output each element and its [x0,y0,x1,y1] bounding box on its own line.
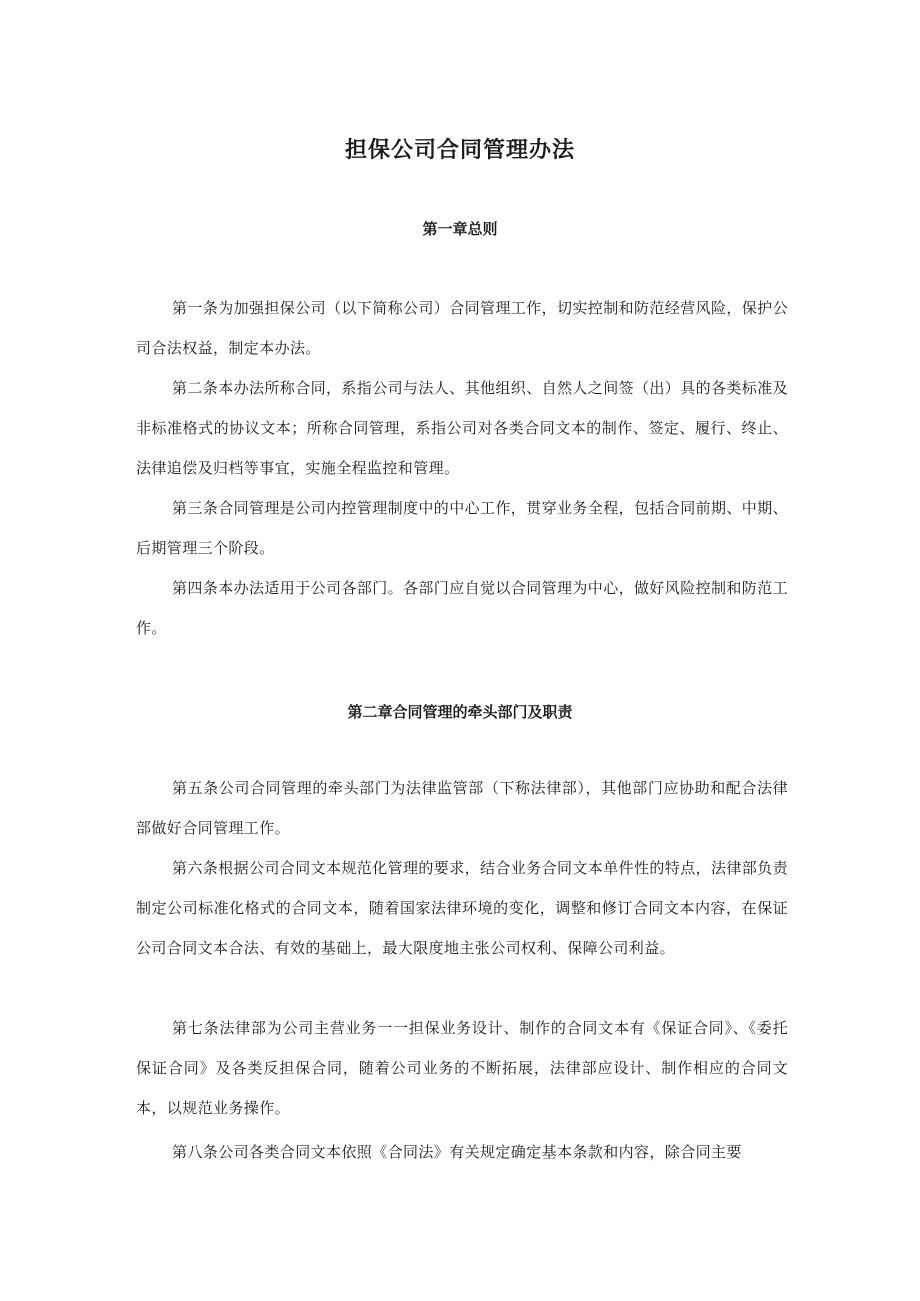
article-paragraph: 第一条为加强担保公司（以下简称公司）合同管理工作，切实控制和防范经营风险，保护公司合法权益，制定本办法。 [136,299,789,357]
article-paragraph: 第八条公司各类合同文本依照《合同法》有关规定确定基本条款和内容，除合同主要 [172,1143,742,1161]
article-paragraph: 第二条本办法所称合同，系指公司与法人、其他组织、自然人之间签（出）具的各类标准及非标准格式的协议文本；所称合同管理，系指公司对各类合同文本的制作、签定、履行、终止、法律追偿及归档等事宜，实施全程监控和管理。 [136,379,789,477]
chapter-heading: 第二章合同管理的牵头部门及职责 [347,703,573,721]
article-paragraph: 第六条根据公司合同文本规范化管理的要求，结合业务合同文本单件性的特点，法律部负责制定公司标准化格式的合同文本，随着国家法律环境的变化，调整和修订合同文本内容，在保证公司合同文本合法、有效的基础上，最大限度地主张公司权利、保障公司利益。 [136,859,789,957]
article-paragraph: 第七条法律部为公司主营业务一一担保业务设计、制作的合同文本有《保证合同》、《委托保证合同》及各类反担保合同，随着公司业务的不断拓展，法律部应设计、制作相应的合同文本，以规范业务操作。 [136,1019,788,1117]
article-paragraph: 第四条本办法适用于公司各部门。各部门应自觉以合同管理为中心，做好风险控制和防范工作。 [136,579,789,637]
chapter-heading: 第一章总则 [422,220,498,238]
article-paragraph: 第三条合同管理是公司内控管理制度中的中心工作，贯穿业务全程，包括合同前期、中期、后期管理三个阶段。 [136,499,789,557]
article-paragraph: 第五条公司合同管理的牵头部门为法律监管部（下称法律部），其他部门应协助和配合法律部做好合同管理工作。 [136,779,788,837]
document-title: 担保公司合同管理办法 [344,138,575,163]
